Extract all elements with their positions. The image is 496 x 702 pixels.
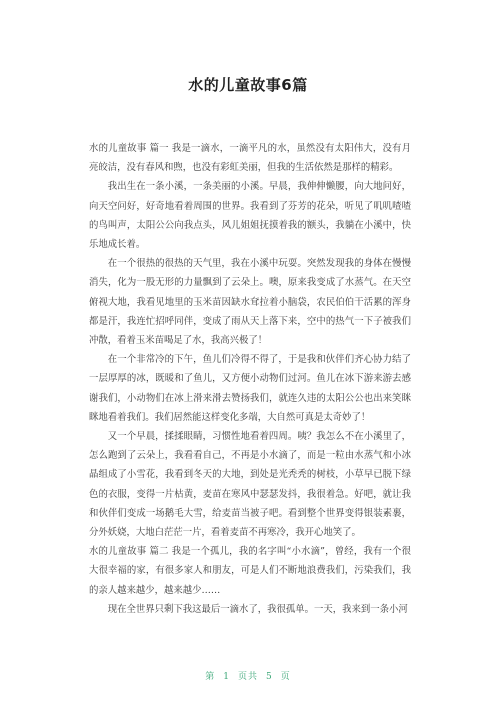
footer-prefix: 第 xyxy=(205,672,216,682)
paragraph: 在一个非常冷的下午，鱼儿们冷得不得了，于是我和伙伴们齐心协力结了一层厚厚的冰，既暖和了鱼儿，又方便小动物们过河。鱼儿在冰下游来游去感谢我们，小动物们在冰上滑来滑去赞扬我们，就连久违的太阳公公也出来笑眯眯地看着我们。我们居然能这样变化多端，大自然可真是太奇妙了！ xyxy=(89,354,411,423)
document-body xyxy=(89,139,411,619)
paragraph: 又一个早晨，揉揉眼睛，习惯性地看着四周。咦？我怎么不在小溪里了，怎么跑到了云朵上，我看看自己，不再是小水滴了，而是一粒由水蒸气和小冰晶组成了小雪花，我看到冬天的大地，到处是光秃秃的树枝，小草早已脱下绿色的衣服，变得一片枯黄，麦苗在寒风中瑟瑟发抖，我很着急。好吧，就让我和伙伴们变成一场鹅毛大雪，给麦苗当被子吧。看到整个世界变得银装素裹，分外妖娆，大地白茫茫一片，看着麦苗不再寒冷，我开心地笑了。 xyxy=(89,431,411,539)
footer-total-pages: 5 xyxy=(266,672,273,682)
paragraph: 我出生在一条小溪，一条美丽的小溪。早晨，我伸伸懒腰，向大地问好，向天空问好，好奇地看着周围的世界。我看到了芬芳的花朵，听见了叽叽喳喳的鸟叫声，太阳公公向我点头，风儿姐姐抚摸着我的额头，我躺在小溪中，快乐地成长着。 xyxy=(89,181,411,251)
paragraph: 现在全世界只剩下我这最后一滴水了，我很孤单。一天，我来到一条小河 xyxy=(107,603,408,615)
paragraph: 水的儿童故事 篇二 我是一个孤儿，我的名字叫“小水滴”，曾经，我有一个很大很幸福的家，有很多家人和朋友，可是人们不断地浪费我们，污染我们，我的亲人越来越少，越来越少…… xyxy=(89,546,411,596)
footer-suffix: 页 xyxy=(280,672,291,682)
footer-current-page: 1 xyxy=(223,672,230,682)
document-title: 水的儿童故事6篇 xyxy=(188,76,308,94)
paragraph: 水的儿童故事 篇一 我是一滴水，一滴平凡的水，虽然没有太阳伟大，没有月亮皎洁，没有春风和煦，也没有彩虹美丽，但我的生活依然是那样的精彩。 xyxy=(89,143,411,174)
page-footer xyxy=(0,669,496,682)
paragraph: 在一个很热的很热的天气里，我在小溪中玩耍。突然发现我的身体在慢慢消失，化为一股无形的力量飘到了云朵上。噢，原来我变成了水蒸气。在天空俯视大地，我看见地里的玉米苗因缺水耷拉着小脑袋，农民伯伯干活累的浑身都是汗，我连忙招呼同伴，变成了雨从天上落下来，空中的热气一下子被我们冲散，看着玉米苗喝足了水，我高兴极了！ xyxy=(89,258,411,347)
footer-middle: 页共 xyxy=(237,672,258,682)
